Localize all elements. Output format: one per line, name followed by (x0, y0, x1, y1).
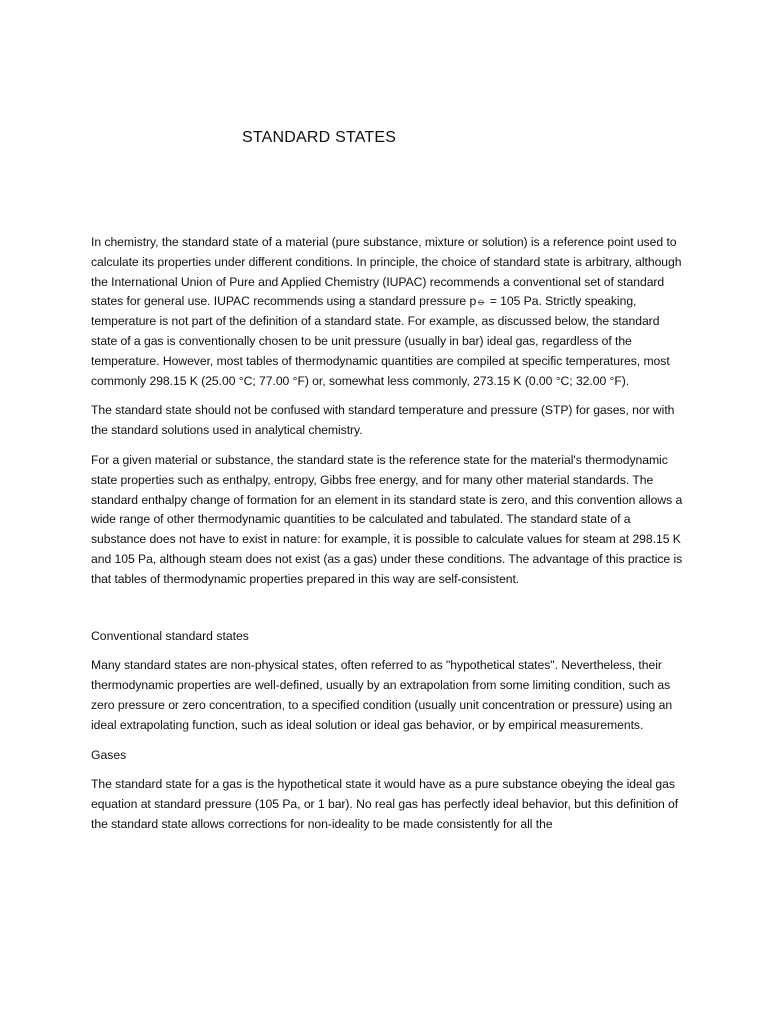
section-heading-conventional: Conventional standard states (91, 628, 249, 643)
document-body (91, 233, 683, 835)
paragraph-gases: The standard state for a gas is the hypothetical state it would have as a pure substance obeying the ideal gas equation at standard pressure (105 Pa, or 1 bar). No real gas has perfectly ideal behavior, but this definition of the standard state allows corrections for non-ideality to be made consistently for all the (91, 777, 679, 831)
paragraph-intro: In chemistry, the standard state of a material (pure substance, mixture or solution) is a reference point used to calculate its properties under different conditions. In principle, the choice of standard state is arbitrary, although the International Union of Pure and Applied Chemistry (IUPAC) recommends a conventional set of standard states for general use. IUPAC recommends using a standard pressure p⦵ = 105 Pa. Strictly speaking, temperature is not part of the definition of a standard state. For example, as discussed below, the standard state of a gas is conventionally chosen to be unit pressure (usually in bar) ideal gas, regardless of the temperature. However, most tables of thermodynamic quantities are compiled at specific temperatures, most commonly 298.15 K (25.00 °C; 77.00 °F) or, somewhat less commonly, 273.15 K (0.00 °C; 32.00 °F). (91, 235, 682, 388)
paragraph-stp-note: The standard state should not be confused with standard temperature and pressure (STP) for gases, nor with the standard solutions used in analytical chemistry. (91, 403, 675, 438)
section-heading-gases: Gases (91, 747, 127, 762)
paragraph-conventional: Many standard states are non-physical states, often referred to as "hypothetical states". Nevertheless, their thermodynamic properties are well-defined, usually by an extrapolation from some limiting condition, such as zero pressure or zero concentration, to a specified condition (usually unit concentration or pressure) using an ideal extrapolating function, such as ideal solution or ideal gas behavior, or by empirical measurements. (91, 658, 673, 732)
page-title: STANDARD STATES (242, 129, 397, 146)
paragraph-reference-state: For a given material or substance, the standard state is the reference state for the material's thermodynamic state properties such as enthalpy, entropy, Gibbs free energy, and for many other material standards. The standard enthalpy change of formation for an element in its standard state is zero, and this convention allows a wide range of other thermodynamic quantities to be calculated and tabulated. The standard state of a substance does not have to exist in nature: for example, it is possible to calculate values for steam at 298.15 K and 105 Pa, although steam does not exist (as a gas) under these conditions. The advantage of this practice is that tables of thermodynamic properties prepared in this way are self-consistent. (91, 452, 683, 586)
